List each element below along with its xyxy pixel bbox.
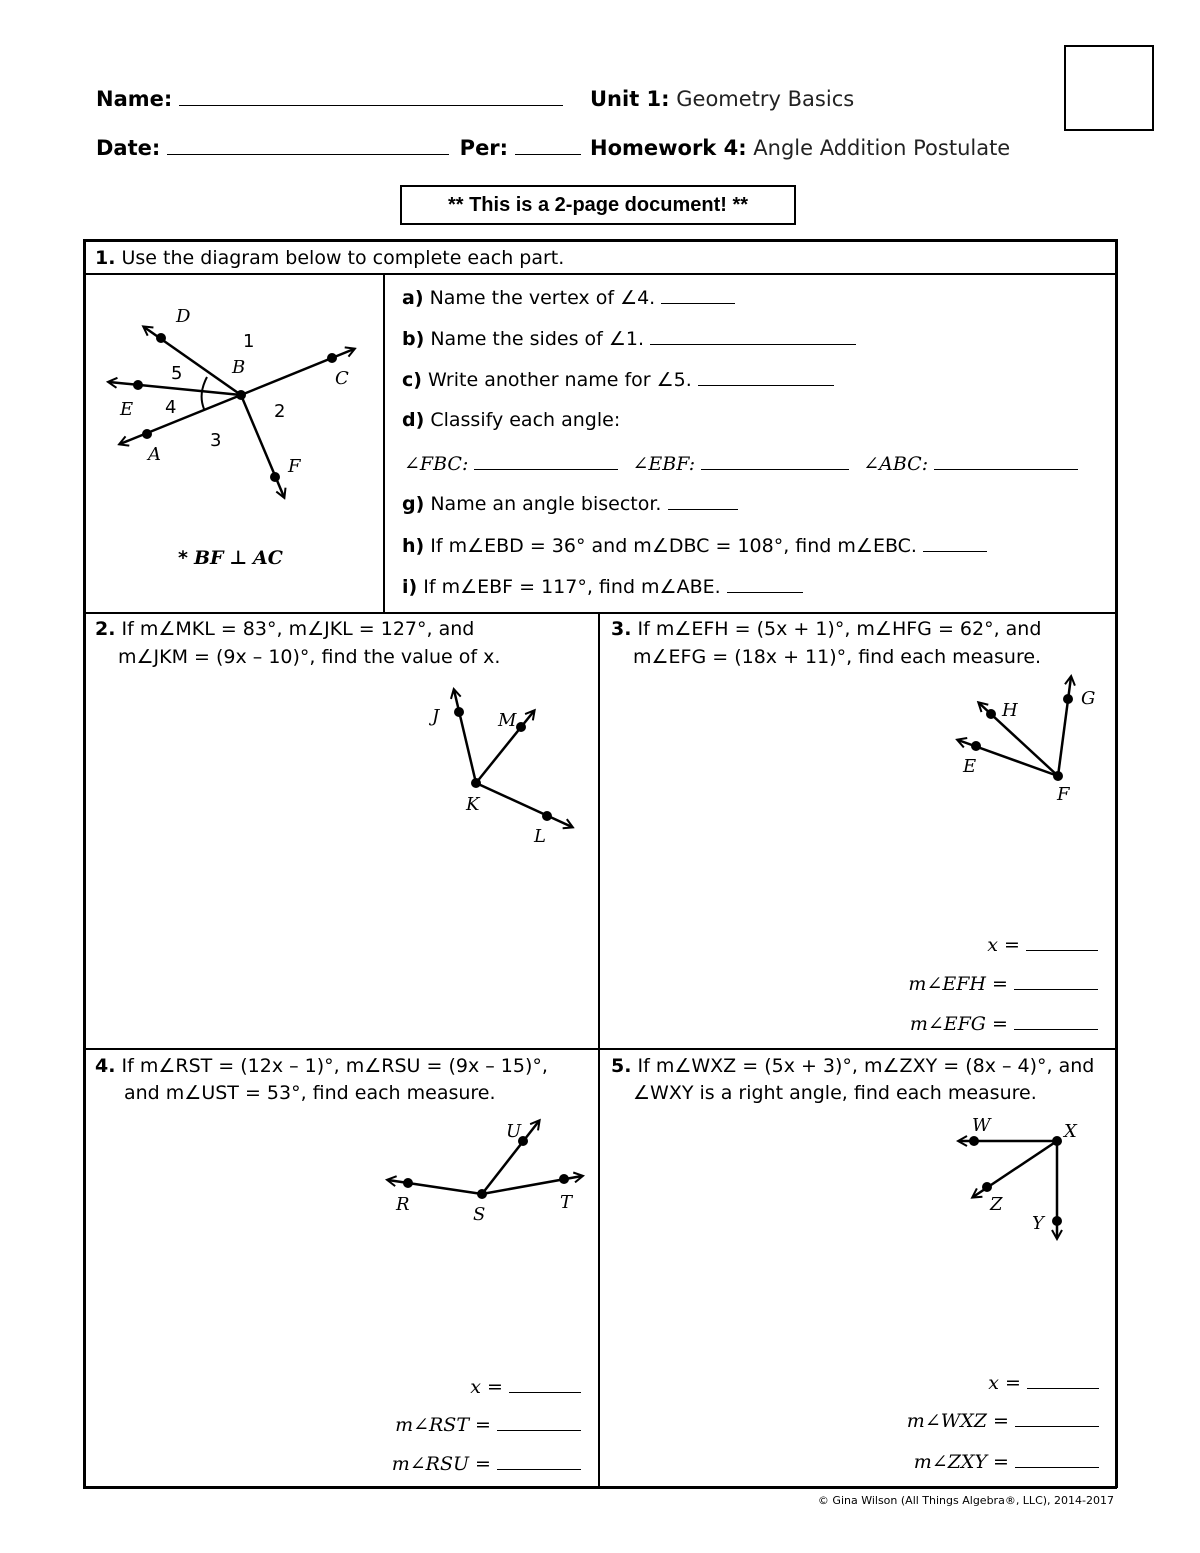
point-t-dot — [559, 1174, 569, 1184]
q2-number: 2. — [95, 618, 116, 640]
q5-x-row: x = — [988, 1370, 1099, 1395]
q1-classify-row — [404, 451, 1078, 476]
point-y-dot — [1052, 1216, 1062, 1226]
page-count-banner: ** This is a 2-page document! ** — [400, 185, 796, 225]
label-g: G — [1081, 688, 1096, 709]
angle-label-5: 5 — [171, 363, 183, 384]
q1-perpendicular-note: * BF ⊥ AC — [178, 547, 283, 569]
angle-label-1: 1 — [243, 331, 255, 352]
q4-x-answer[interactable] — [509, 1374, 581, 1393]
point-l-dot — [542, 811, 552, 821]
q3-efg-answer[interactable] — [1014, 1011, 1098, 1030]
label-m: M — [498, 710, 517, 731]
ray-bf-label: BF — [193, 547, 224, 569]
angle-label-2: 2 — [274, 401, 286, 422]
ray-ba — [120, 395, 241, 444]
point-h-dot — [986, 709, 996, 719]
point-g-dot — [1063, 694, 1073, 704]
q5-diagram — [950, 1110, 1110, 1250]
q1-part-d: d) Classify each angle: — [402, 409, 621, 431]
q3-efh-row: m∠EFH = — [908, 971, 1098, 996]
classify-abc-label: ∠ABC: — [863, 453, 929, 475]
label-w: W — [972, 1115, 991, 1136]
unit-row — [590, 87, 854, 111]
q3-prompt-line1: 3. If m∠EFH = (5x + 1)°, m∠HFG = 62°, and — [611, 618, 1042, 640]
point-r-dot — [403, 1178, 413, 1188]
q2-prompt-line2: m∠JKM = (9x – 10)°, find the value of x. — [118, 646, 501, 668]
point-k-dot — [471, 778, 481, 788]
q5-number: 5. — [611, 1055, 632, 1077]
ray-kj — [454, 690, 476, 783]
ray-fg — [1058, 677, 1071, 776]
q1-part-a: a) Name the vertex of ∠4. — [402, 285, 735, 310]
q4-prompt-line1: 4. If m∠RST = (12x – 1)°, m∠RSU = (9x – 15)°, — [95, 1055, 548, 1077]
homework-title: Angle Addition Postulate — [753, 136, 1011, 160]
point-e-dot — [971, 741, 981, 751]
q2-prompt-line1: 2. If m∠MKL = 83°, m∠JKL = 127°, and — [95, 618, 475, 640]
label-z: Z — [990, 1194, 1003, 1215]
q1-part-h: h) If m∠EBD = 36° and m∠DBC = 108°, find m∠EBC. — [402, 533, 987, 558]
label-u: U — [506, 1121, 522, 1142]
label-e: E — [963, 756, 977, 777]
q5-zxy-answer[interactable] — [1015, 1449, 1099, 1468]
point-c-dot — [327, 353, 337, 363]
classify-abc-answer[interactable] — [934, 451, 1078, 470]
q3-efg-row: m∠EFG = — [910, 1011, 1098, 1036]
q4-x-row: x = — [470, 1374, 581, 1399]
unit-label: Unit 1: — [590, 87, 670, 111]
q1-number: 1. — [95, 247, 116, 269]
ray-kl — [476, 783, 572, 827]
q1c-answer[interactable] — [698, 367, 834, 386]
label-f: F — [288, 456, 301, 477]
q1-part-c: c) Write another name for ∠5. — [402, 367, 834, 392]
q3-x-answer[interactable] — [1026, 932, 1098, 951]
q5-wxz-answer[interactable] — [1015, 1408, 1099, 1427]
classify-ebf-answer[interactable] — [701, 451, 849, 470]
label-s: S — [473, 1204, 486, 1225]
q1h-answer[interactable] — [923, 533, 987, 552]
date-row — [96, 136, 581, 160]
label-d: D — [176, 306, 191, 327]
q4-number: 4. — [95, 1055, 116, 1077]
q4-rsu-row: m∠RSU = — [392, 1451, 581, 1476]
point-f-dot — [270, 472, 280, 482]
label-k: K — [466, 794, 480, 815]
homework-label: Homework 4: — [590, 136, 747, 160]
per-label: Per: — [459, 136, 509, 160]
label-y: Y — [1032, 1213, 1044, 1234]
label-l: L — [534, 826, 546, 847]
q4-diagram — [380, 1110, 590, 1230]
q3-prompt-line2: m∠EFG = (18x + 11)°, find each measure. — [633, 646, 1042, 668]
homework-row — [590, 136, 1010, 160]
q1b-answer[interactable] — [650, 326, 856, 345]
q1i-answer[interactable] — [727, 574, 803, 593]
q1-rays — [109, 327, 354, 497]
q5-prompt-line2: ∠WXY is a right angle, find each measure. — [633, 1082, 1037, 1104]
date-label: Date: — [96, 136, 161, 160]
label-r: R — [396, 1194, 410, 1215]
classify-fbc-answer[interactable] — [474, 451, 618, 470]
label-b: B — [232, 357, 246, 378]
point-a-dot — [142, 429, 152, 439]
q5-prompt-line1: 5. If m∠WXZ = (5x + 3)°, m∠ZXY = (8x – 4)°, and — [611, 1055, 1095, 1077]
label-x: X — [1064, 1121, 1077, 1142]
unit-title: Geometry Basics — [676, 87, 855, 111]
angle-label-4: 4 — [165, 397, 177, 418]
name-label: Name: — [96, 87, 173, 111]
q5-wxz-row: m∠WXZ = — [907, 1408, 1099, 1433]
score-box[interactable] — [1064, 45, 1154, 131]
q1-part-g: g) Name an angle bisector. — [402, 491, 738, 516]
point-x-dot — [1052, 1136, 1062, 1146]
point-f-dot — [1053, 771, 1063, 781]
name-field[interactable] — [179, 105, 563, 106]
label-a: A — [148, 444, 161, 465]
per-field[interactable] — [515, 154, 581, 155]
classify-ebf-label: ∠EBF: — [632, 453, 696, 475]
q1-intro-text: Use the diagram below to complete each part. — [121, 247, 565, 269]
point-b-dot — [236, 390, 246, 400]
q1a-answer[interactable] — [661, 285, 735, 304]
copyright-footer: © Gina Wilson (All Things Algebra®, LLC), 2014-2017 — [817, 1494, 1114, 1507]
angle-arc — [202, 377, 207, 409]
label-c: C — [335, 368, 349, 389]
name-row — [96, 87, 563, 111]
q2-diagram — [410, 680, 590, 850]
point-m-dot — [516, 722, 526, 732]
q4-rst-row: m∠RST = — [395, 1412, 581, 1437]
q1-part-i: i) If m∠EBF = 117°, find m∠ABE. — [402, 574, 803, 599]
q1g-answer[interactable] — [668, 491, 738, 510]
q4-rsu-answer[interactable] — [497, 1451, 581, 1470]
q3-diagram — [950, 670, 1110, 810]
ray-sr — [388, 1180, 482, 1194]
date-field[interactable] — [167, 154, 449, 155]
point-z-dot — [982, 1182, 992, 1192]
q5-x-answer[interactable] — [1027, 1370, 1099, 1389]
perpendicular-symbol: ⊥ — [229, 547, 247, 569]
line-ac-label: AC — [253, 547, 283, 569]
q4-prompt-line2: and m∠UST = 53°, find each measure. — [124, 1082, 496, 1104]
label-t: T — [560, 1192, 573, 1213]
q3-number: 3. — [611, 618, 632, 640]
label-h: H — [1002, 700, 1018, 721]
point-s-dot — [477, 1189, 487, 1199]
label-j: J — [432, 706, 440, 727]
q5-zxy-row: m∠ZXY = — [914, 1449, 1099, 1474]
point-j-dot — [454, 707, 464, 717]
point-d-dot — [156, 333, 166, 343]
label-f: F — [1057, 784, 1070, 805]
q3-x-row: x = — [987, 932, 1098, 957]
q1-intro — [95, 246, 564, 270]
q3-efh-answer[interactable] — [1014, 971, 1098, 990]
classify-fbc-label: ∠FBC: — [404, 453, 469, 475]
label-e: E — [120, 399, 134, 420]
point-w-dot — [969, 1136, 979, 1146]
angle-label-3: 3 — [210, 430, 222, 451]
q1-part-b: b) Name the sides of ∠1. — [402, 326, 856, 351]
q4-rst-answer[interactable] — [497, 1412, 581, 1431]
point-e-dot — [133, 380, 143, 390]
